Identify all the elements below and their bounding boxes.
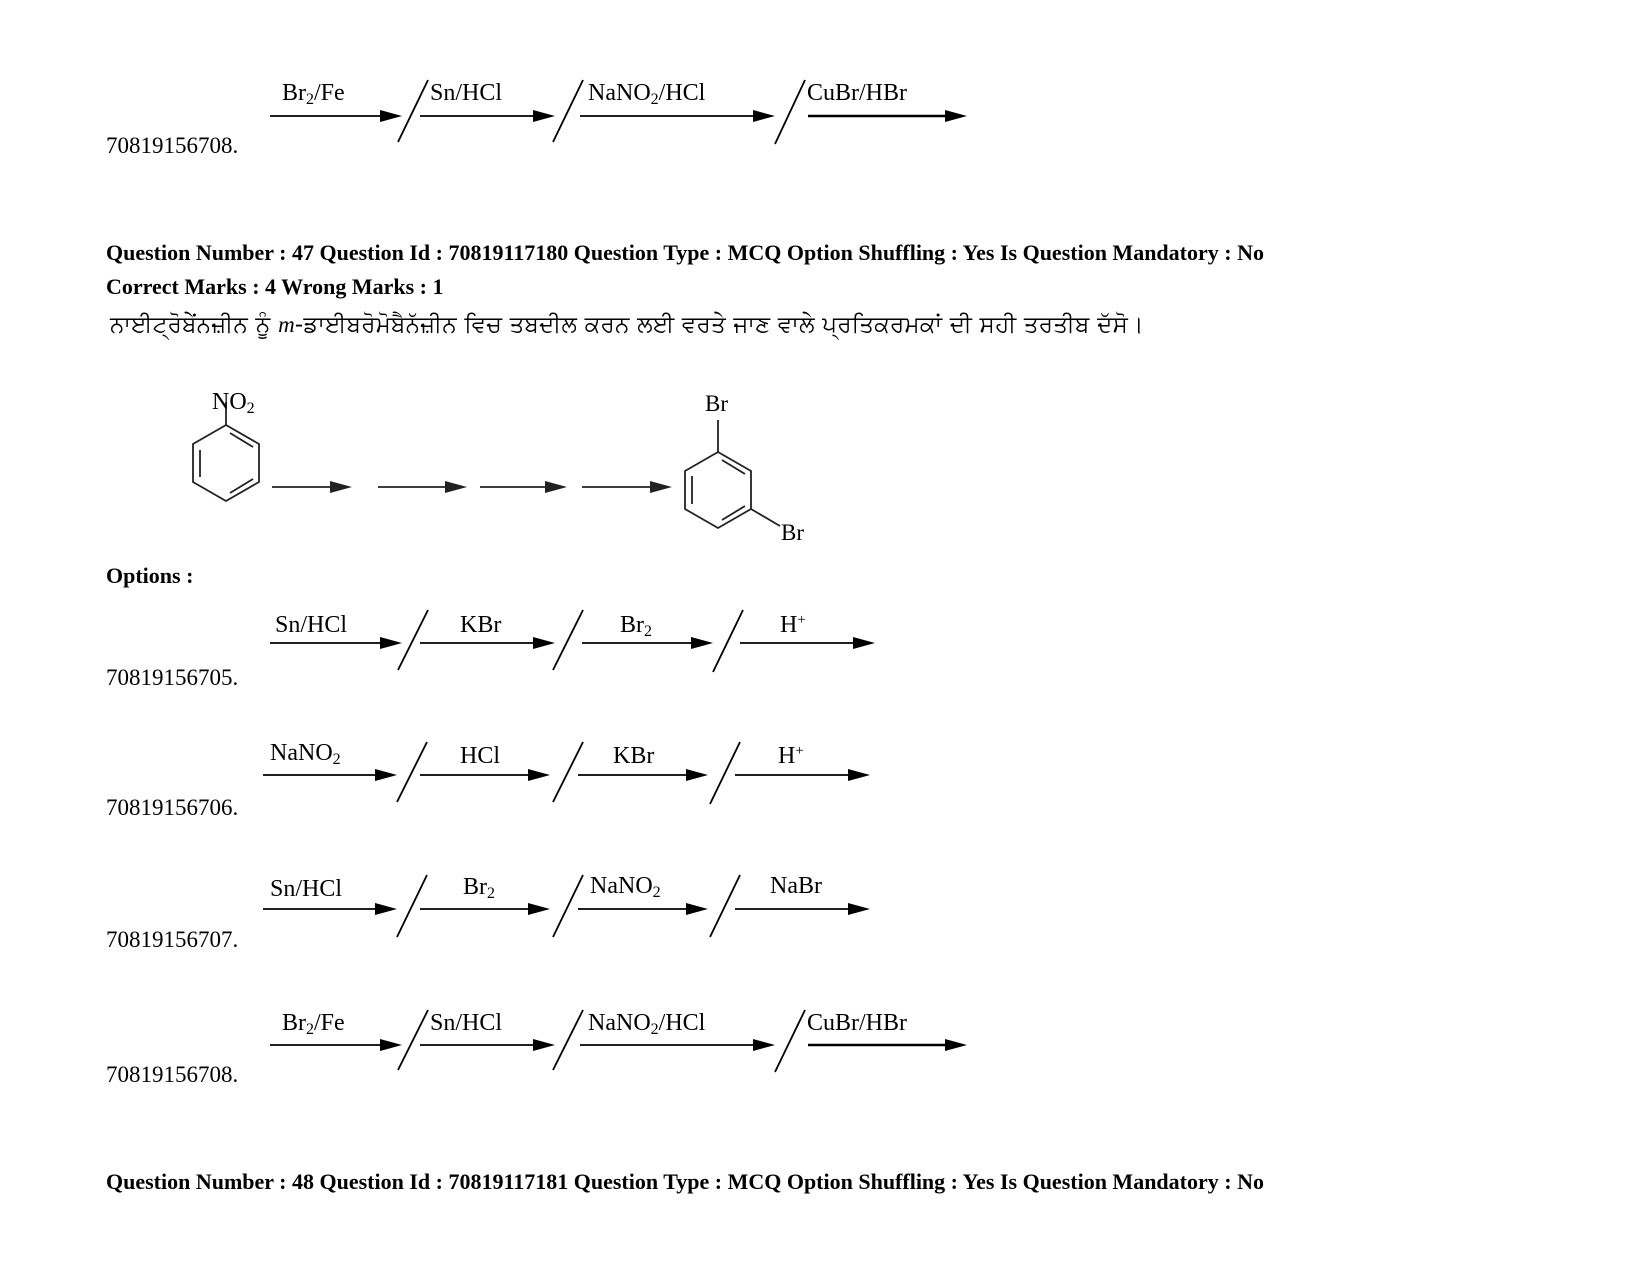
reagent-label: Sn/HCl [270,876,343,902]
option-id: 70819156706. [106,795,239,820]
reagent-label: H+ [780,612,806,638]
reagent-label: Sn/HCl [430,1010,503,1036]
bromine-label-bottom: Br [781,520,804,545]
option-id: 70819156707. [106,927,239,952]
option-id: 70819156708. [106,133,239,158]
question-header: Question Number : 47 Question Id : 70819117180 Question Type : MCQ Option Shuffling : Yes Is Question Mandatory : No [106,240,1264,265]
reagent-label: CuBr/HBr [807,1010,908,1036]
bromine-label-top: Br [705,391,728,416]
reagent-label: NaNO$_2$/HCl [588,80,706,108]
options-label: Options : [106,563,194,588]
question-text: ਨਾਈਟ੍ਰੋਬੇਂਨਜ਼ੀਨ ਨੂੰ m-ਡਾਈਬਰੋਮੋਬੈਨੱਜ਼ੀਨ ਵਿਚ ਤਬਦੀਲ ਕਰਨ ਲਈ ਵਰਤੇ ਜਾਣ ਵਾਲੇ ਪ੍ਰਤਿਕਰਮਕਾਂ ਦੀ ਸਹੀ ਤਰਤੀਬ ਦੱਸੋ। [110,312,1144,338]
reagent-label: CuBr/HBr [807,80,908,106]
reagent-label: $Br_2/Fe$ [282,1010,345,1038]
reagent-label: NaNO$_2$ [590,873,661,901]
reaction-arrows [0,720,1651,810]
reaction-arrows [0,855,1651,945]
reagent-label: KBr [613,743,655,769]
reagent-label: HCl [460,743,501,769]
reagent-label: $Br_2$ [620,612,652,640]
option-id: 70819156708. [106,1062,239,1087]
reagent-label: NaBr [770,873,822,899]
reagent-label: H+ [778,743,804,769]
reagent-label: $Br_2$ [463,874,495,902]
reagent-label: KBr [460,612,502,638]
reagent-label: NaNO$_2$ [270,740,341,768]
reagent-label: NaNO$_2$/HCl [588,1010,706,1038]
question-header: Question Number : 48 Question Id : 70819117181 Question Type : MCQ Option Shuffling : Yes Is Question Mandatory : No [106,1169,1264,1194]
marks-line: Correct Marks : 4 Wrong Marks : 1 [106,274,444,299]
reagent-label: Sn/HCl [430,80,503,106]
reagent-label: $Br_2/Fe$ [282,80,345,108]
reagent-label: Sn/HCl [275,612,348,638]
nitro-group-label: $NO_2$ [212,389,255,417]
reaction-arrows [0,590,1651,680]
option-id: 70819156705. [106,665,239,690]
